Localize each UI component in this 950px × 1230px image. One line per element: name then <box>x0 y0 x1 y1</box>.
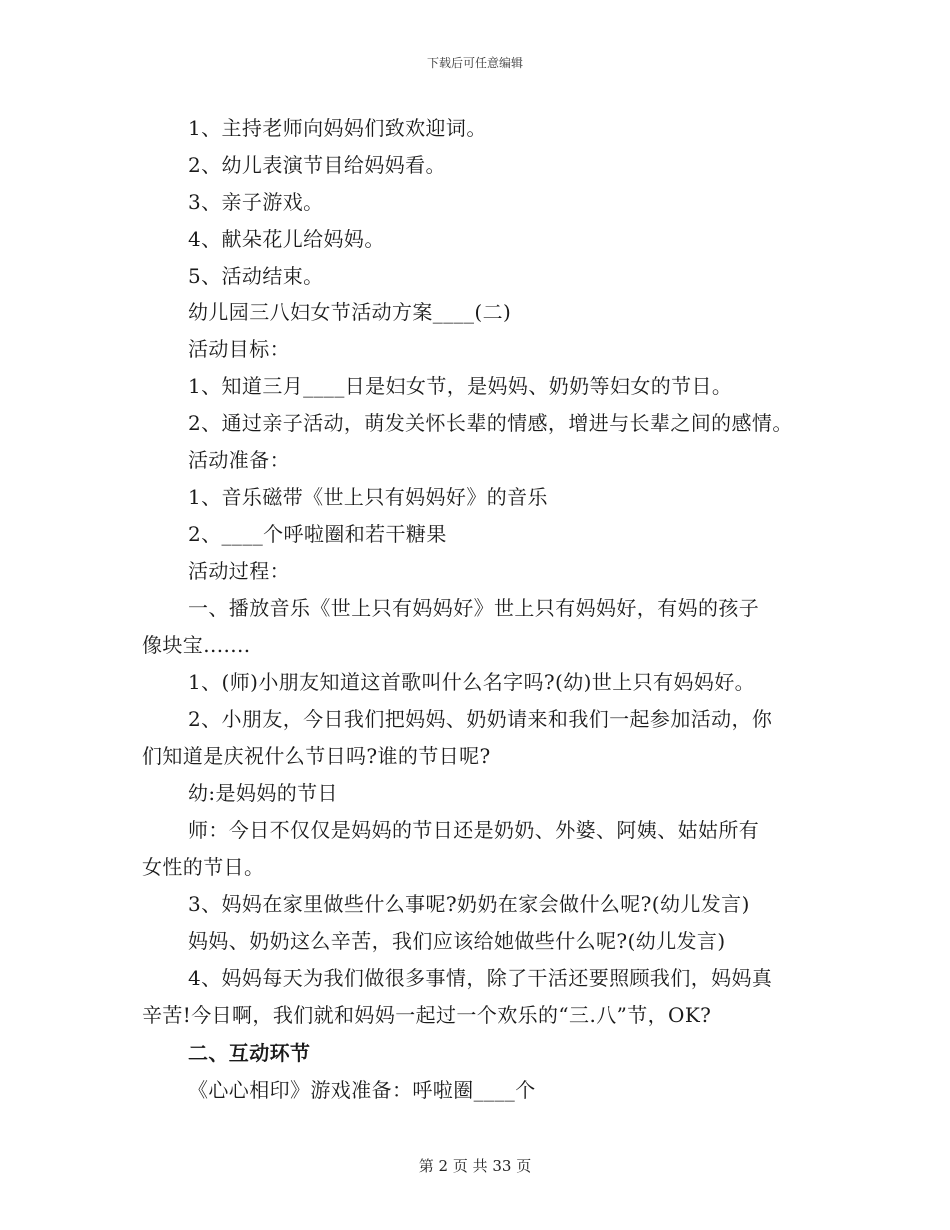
section-heading: 二、互动环节 <box>188 1041 311 1065</box>
text-line: 2、通过亲子活动，萌发关怀长辈的情感，增进与长辈之间的感情。 <box>188 411 793 435</box>
text-line: 们知道是庆祝什么节日吗?谁的节日呢? <box>142 744 491 768</box>
text-line: 1、音乐磁带《世上只有妈妈好》的音乐 <box>188 485 548 509</box>
text-line: 4、献朵花儿给妈妈。 <box>188 227 385 251</box>
text-line: 幼:是妈妈的节日 <box>188 781 338 805</box>
text-line: 像块宝....... <box>142 633 251 657</box>
text-line: 2、____个呼啦圈和若干糖果 <box>188 522 447 546</box>
text-line: 1、主持老师向妈妈们致欢迎词。 <box>188 116 487 140</box>
text-line: 辛苦!今日啊，我们就和妈妈一起过一个欢乐的“三.八”节，OK? <box>142 1003 712 1027</box>
text-line: 3、亲子游戏。 <box>188 190 324 214</box>
text-line: 《心心相印》游戏准备：呼啦圈____个 <box>188 1078 536 1102</box>
section-title: 幼儿园三八妇女节活动方案____(二) <box>188 300 512 324</box>
text-line: 4、妈妈每天为我们做很多事情，除了干活还要照顾我们，妈妈真 <box>188 966 773 990</box>
text-line: 5、活动结束。 <box>188 264 324 288</box>
text-line: 活动准备： <box>188 448 290 472</box>
text-line: 女性的节日。 <box>142 855 265 879</box>
page-footer: 第 2 页 共 33 页 <box>418 1157 532 1175</box>
text-line: 一、播放音乐《世上只有妈妈好》世上只有妈妈好，有妈的孩子 <box>188 596 760 620</box>
text-line: 2、小朋友，今日我们把妈妈、奶奶请来和我们一起参加活动，你 <box>188 707 773 731</box>
text-line: 活动目标： <box>188 337 290 361</box>
text-line: 活动过程： <box>188 559 290 583</box>
text-line: 妈妈、奶奶这么辛苦，我们应该给她做些什么呢?(幼儿发言) <box>188 929 726 953</box>
text-line: 2、幼儿表演节目给妈妈看。 <box>188 153 446 177</box>
page-header: 下载后可任意编辑 <box>426 56 523 70</box>
text-line: 3、妈妈在家里做些什么事呢?奶奶在家会做什么呢?(幼儿发言) <box>188 892 750 916</box>
text-line: 1、知道三月____日是妇女节，是妈妈、奶奶等妇女的节日。 <box>188 374 733 398</box>
text-line: 师：今日不仅仅是妈妈的节日还是奶奶、外婆、阿姨、姑姑所有 <box>188 818 760 842</box>
text-line: 1、(师)小朋友知道这首歌叫什么名字吗?(幼)世上只有妈妈好。 <box>188 670 756 694</box>
